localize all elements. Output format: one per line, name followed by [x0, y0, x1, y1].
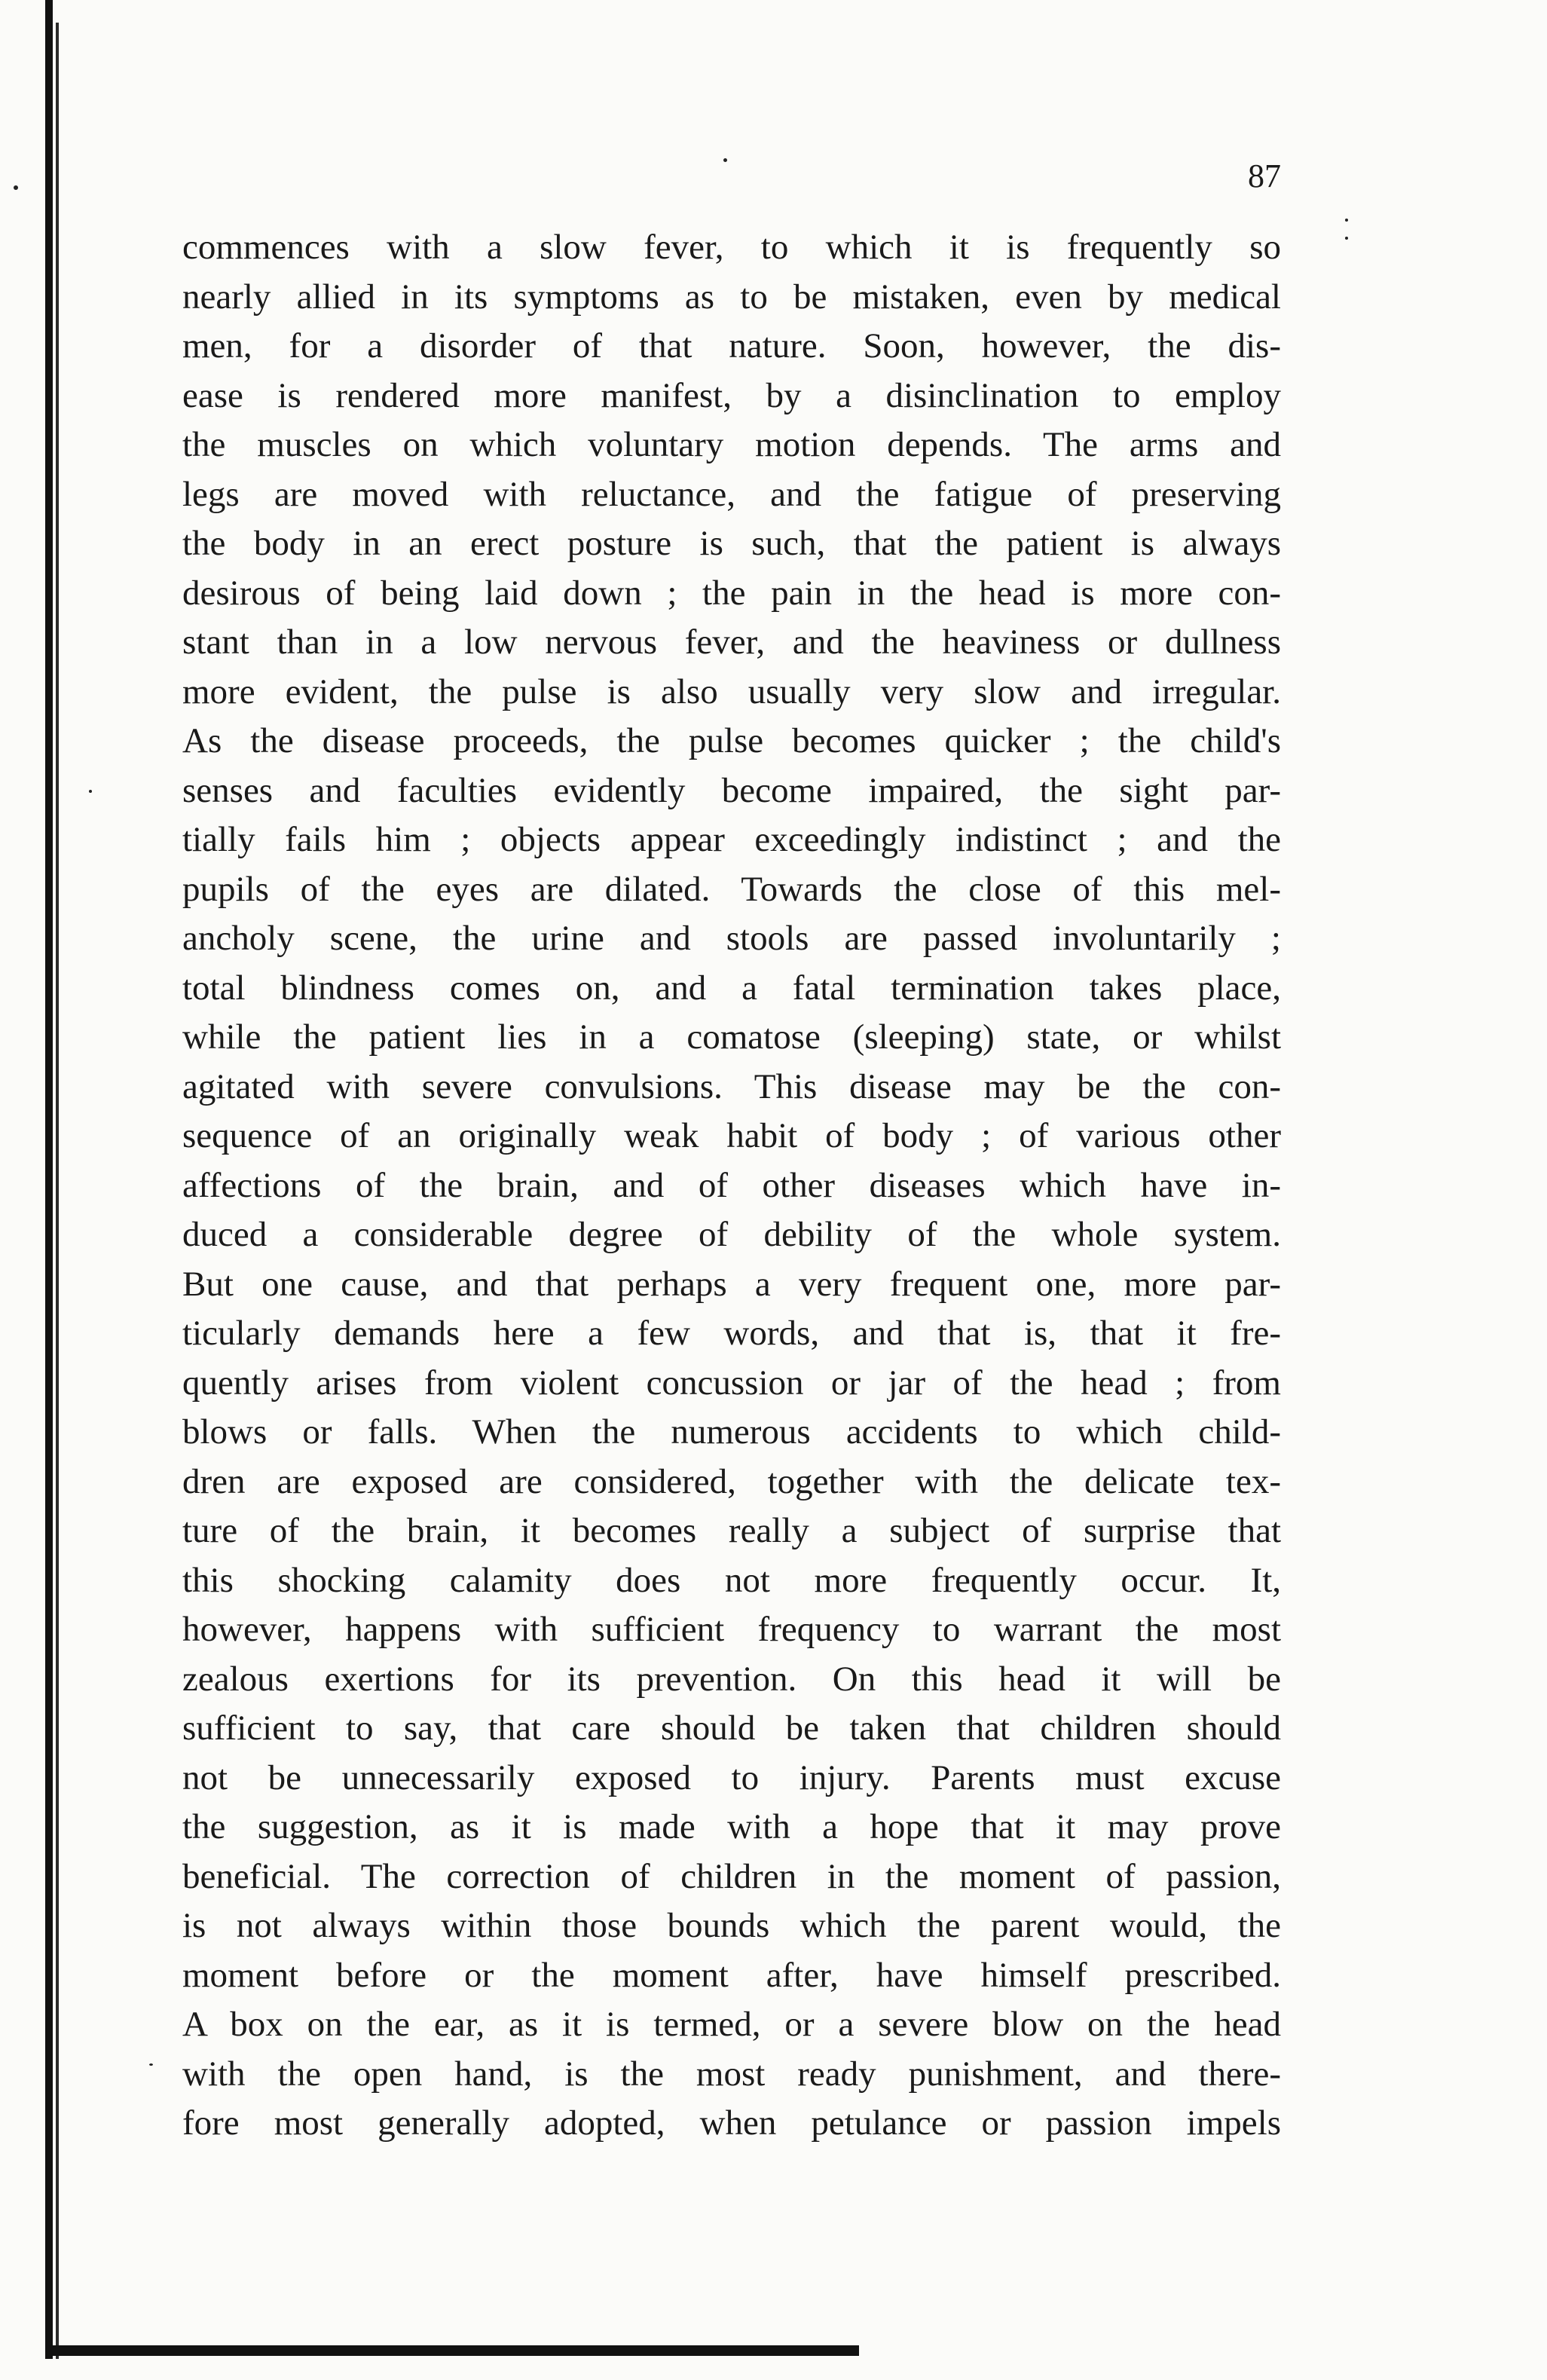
text-line: pupils of the eyes are dilated. Towards the close of this mel-: [182, 869, 1281, 909]
text-line: duced a considerable degree of debility of the whole system.: [182, 1215, 1281, 1254]
text-line: is not always within those bounds which the parent would, the: [182, 1906, 1281, 1945]
text-line: blows or falls. When the numerous accidents to which child-: [182, 1412, 1281, 1452]
text-line: affections of the brain, and of other diseases which have in-: [182, 1165, 1281, 1205]
text-line: tially fails him ; objects appear exceedingly indistinct ; and the: [182, 820, 1281, 859]
scan-speck: [14, 185, 18, 190]
scan-speck: [149, 2063, 153, 2066]
text-line: with the open hand, is the most ready punishment, and there-: [182, 2054, 1281, 2094]
text-line: sequence of an originally weak habit of body ; of various other: [182, 1116, 1281, 1155]
text-line: But one cause, and that perhaps a very frequent one, more par-: [182, 1264, 1281, 1304]
page-left-border-inner: [56, 23, 59, 2359]
text-line: A box on the ear, as it is termed, or a severe blow on the head: [182, 2005, 1281, 2044]
text-line: ease is rendered more manifest, by a disinclination to employ: [182, 375, 1281, 415]
body-text: [182, 223, 1281, 2149]
text-line: quently arises from violent concussion or jar of the head ; from: [182, 1363, 1281, 1403]
text-line: not be unnecessarily exposed to injury. Parents must excuse: [182, 1757, 1281, 1797]
text-line: dren are exposed are considered, together with the delicate tex-: [182, 1461, 1281, 1501]
text-line: fore most generally adopted, when petulance or passion impels: [182, 2103, 1281, 2143]
page-left-border: [45, 0, 53, 2359]
text-line: stant than in a low nervous fever, and the heaviness or dullness: [182, 623, 1281, 662]
text-line: men, for a disorder of that nature. Soon, however, the dis-: [182, 326, 1281, 366]
text-line: this shocking calamity does not more frequently occur. It,: [182, 1560, 1281, 1600]
text-line: agitated with severe convulsions. This disease may be the con-: [182, 1066, 1281, 1106]
text-line: ticularly demands here a few words, and that is, that it fre-: [182, 1314, 1281, 1353]
page-number: 87: [1248, 158, 1281, 194]
text-line: desirous of being laid down ; the pain in the head is more con-: [182, 573, 1281, 613]
text-line: total blindness comes on, and a fatal termination takes place,: [182, 968, 1281, 1008]
text-line: zealous exertions for its prevention. On this head it will be: [182, 1659, 1281, 1699]
scan-speck: [1345, 219, 1348, 222]
text-line: the muscles on which voluntary motion depends. The arms and: [182, 425, 1281, 464]
text-line: ture of the brain, it becomes really a subject of surprise that: [182, 1511, 1281, 1550]
scan-speck: [89, 790, 92, 793]
text-line: commences with a slow fever, to which it is frequently so: [182, 228, 1281, 267]
text-line: ancholy scene, the urine and stools are passed involuntarily ;: [182, 919, 1281, 958]
text-line: more evident, the pulse is also usually very slow and irregular.: [182, 671, 1281, 711]
page-bottom-border: [45, 2345, 859, 2356]
text-line: the suggestion, as it is made with a hope that it may prove: [182, 1807, 1281, 1846]
text-line: As the disease proceeds, the pulse becomes quicker ; the child's: [182, 721, 1281, 760]
text-line: senses and faculties evidently become impaired, the sight par-: [182, 770, 1281, 810]
scan-speck: [1345, 237, 1348, 240]
text-line: beneficial. The correction of children in the moment of passion,: [182, 1856, 1281, 1896]
text-line: legs are moved with reluctance, and the fatigue of preserving: [182, 474, 1281, 514]
text-line: moment before or the moment after, have himself prescribed.: [182, 1955, 1281, 1995]
text-line: however, happens with sufficient frequency to warrant the most: [182, 1610, 1281, 1649]
text-line: while the patient lies in a comatose (sleeping) state, or whilst: [182, 1017, 1281, 1057]
text-line: nearly allied in its symptoms as to be mistaken, even by medical: [182, 277, 1281, 317]
scan-speck: [723, 158, 727, 162]
text-line: the body in an erect posture is such, that the patient is always: [182, 524, 1281, 563]
text-line: sufficient to say, that care should be taken that children should: [182, 1709, 1281, 1748]
